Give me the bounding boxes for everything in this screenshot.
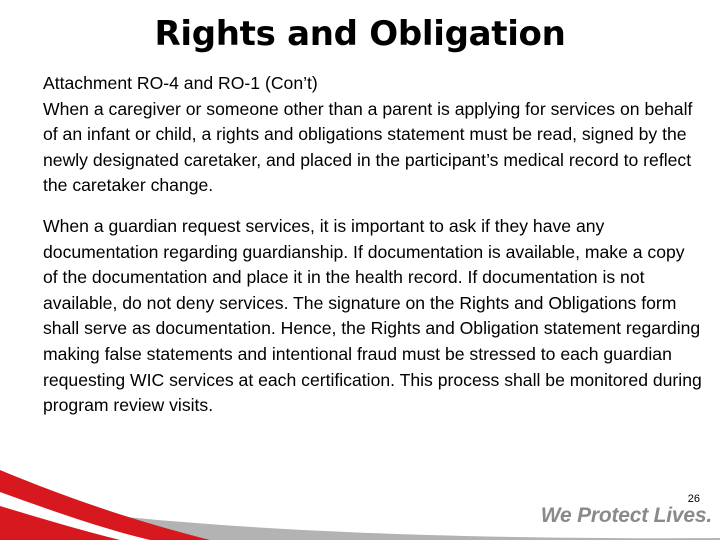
paragraph-attachment: [43, 71, 703, 199]
slide-body: [43, 71, 703, 419]
caregiver-text: When a caregiver or someone other than a parent is applying for services on behalf of an infant or child, a rights and obligations statement must be read, signed by the newly designated caretaker, and placed in the participant’s medical record to reflect the caretaker change.: [43, 98, 693, 196]
paragraph-guardian: When a guardian request services, it is important to ask if they have any documentation regarding guardianship. If documentation is available, make a copy of the documentation and place it in the health record. If documentation is not available, do not deny services. The signature on the Rights and Obligations form shall serve as documentation. Hence, the Rights and Obligation statement regarding making false statements and intentional fraud must be stressed to each guardian requesting WIC services at each certification. This process shall be monitored during program review visits.: [43, 215, 702, 416]
attachment-heading: Attachment RO-4 and RO-1 (Con’t): [43, 73, 318, 93]
page-number: 26: [687, 493, 700, 505]
slide-title: Rights and Obligation: [154, 14, 566, 54]
slogan-text: We Protect Lives.: [540, 504, 712, 527]
